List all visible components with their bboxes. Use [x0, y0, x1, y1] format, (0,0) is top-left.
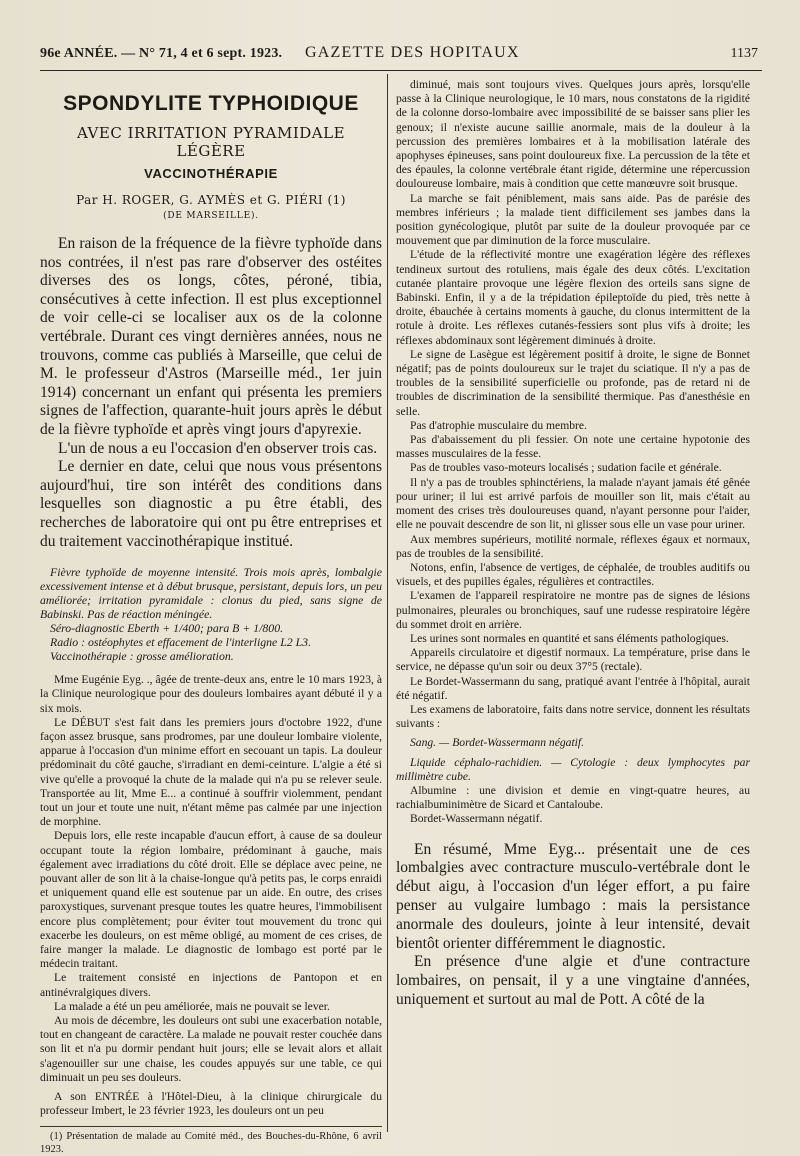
lab-result: Sang. — Bordet-Wassermann négatif.: [410, 736, 585, 750]
body-paragraph: Le DÉBUT s'est fait dans les premiers jours d'octobre 1922, d'une façon assez brusque, sans prodromes, par une douleur lombaire violente, apparue à l'occasion d'un minime effort en secouant un tapis. La douleur prédominait du côté gauche, s'irradiant en demi-ceinture. L'algie a été si vive qu'elle a provoqué la chute de la malade qui n'a pu se relever seule. Transportée au lit, Mme E... a continué à souffrir violemment, pendant tout un jour et toute une nuit, n'étant même pas calmée par une injection de morphine.: [40, 715, 382, 829]
page-number: 1137: [730, 46, 758, 61]
body-paragraph: Pas d'atrophie musculaire du membre.: [410, 418, 587, 432]
footnote: (1) Présentation de malade au Comité méd., des Bouches-du-Rhône, 6 avril 1923.: [40, 1131, 382, 1155]
body-paragraph: diminué, mais sont toujours vives. Quelques jours après, lorsqu'elle passe à la Clinique neurologique, le 10 mars, nous constatons de la rigidité de la colonne dorso-lombaire avec impossibilité de se baisser sans plier les genoux; il n'existe aucune saillie anormale, mais de la douleur à la percussion des premières lombaires et à la mobilisation latérale des apophyses épineuses, sans point douloureux fixe. La percussion de la tête et des épaules, la colonne vertébrale étant rigide, détermine une répercussion douloureuse lombaire, mais à condition que cette manœuvre soit brusque.: [396, 78, 750, 191]
body-paragraph: Il n'y a pas de troubles sphinctériens, la malade n'ayant jamais été gênée pour uriner; il lui est arrivé parfois de mouiller son lit, mais c'était au moment des crises très douloureuses quand, n'ayant personne pour l'aider, elle ne pouvait descendre de son lit, ni glisser sous elle un vase pour uriner.: [396, 475, 750, 532]
body-paragraph: Appareils circulatoire et digestif normaux. La température, prise dans le service, ne dépasse qu'un soir ou deux 37°5 (rectale).: [396, 646, 750, 674]
body-paragraph: Depuis lors, elle reste incapable d'aucun effort, à cause de sa douleur occupant toute la région lombaire, prédominant à gauche, mais également avec irradiations du côté droit. Elle se déplace avec peine, ne pouvant aller de son lit à la chaise-longue qu'à petits pas, le corps enraidi et uniquement quand elle est soutenue par un aide. En outre, des crises paroxystiques, survenant presque toutes les quatre heures, l'immobilisent encore plus complètement; pour éviter tout mouvement du tronc qui exacerbe les douleurs, on est même obligé, au moment de ces crises, de faire manger la malade. Le diagnostic de lombago est porté par le médecin traitant.: [40, 829, 382, 971]
lab-result: Albumine : une division et demie en vingt-quatre heures, au rachialbuminimètre de Sicard et Cantaloube.: [396, 783, 750, 812]
left-column: [40, 78, 382, 1156]
body-paragraph: Pas de troubles vaso-moteurs localisés ; sudation facile et générale.: [410, 461, 722, 475]
body-paragraph: Les urines sont normales en quantité et sans éléments pathologiques.: [410, 631, 729, 645]
summary-line: Vaccinothérapie : grosse amélioration.: [50, 649, 234, 664]
article-subtitle: AVEC IRRITATION PYRAMIDALE LÉGÈRE: [76, 124, 346, 160]
authors: Par H. ROGER, G. AYMÈS et G. PIÉRI (1): [76, 193, 346, 207]
conclusion-paragraph: En résumé, Mme Eyg... présentait une de ces lombalgies avec contracture musculo-vertébrale dont le début aigu, à l'occasion d'un léger effort, a pu faire penser au vulgaire lumbago : mais la persistance anormale des douleurs, jointe à leur intensité, devait bientôt orienter différemment le diagnostic.: [396, 840, 750, 952]
body-paragraph: Notons, enfin, l'absence de vertiges, de céphalée, de troubles auditifs ou visuels, et des pupilles égales, régulières et contractiles.: [396, 560, 750, 589]
intro-paragraph: Le dernier en date, celui que nous vous présentons aujourd'hui, tire son intérêt des conditions dans lesquelles son diagnostic a pu être établi, des recherches de laboratoire qui ont pu être entreprises et du traitement vaccinothérapique institué.: [40, 458, 382, 550]
body-paragraph: Le Bordet-Wassermann du sang, pratiqué avant l'entrée à l'hôpital, aurait été négatif.: [396, 674, 750, 702]
header-rule: [40, 70, 762, 71]
body-paragraph: Les examens de laboratoire, faits dans notre service, donnent les résultats suivants :: [396, 702, 750, 731]
footnote-rule: [40, 1126, 382, 1127]
running-head: [40, 42, 760, 68]
body-paragraph: La marche se fait péniblement, mais sans aide. Pas de parésie des membres inférieurs ; la malade tient difficilement ses jambes dans la position gynécologique, plutôt par suite de la douleur provoquée par ce mouvement que par diminution de la force musculaire.: [396, 191, 750, 248]
summary-line: Fièvre typhoïde de moyenne intensité. Trois mois après, lombalgie excessivement intense et à début brusque, persistant, depuis lors, un peu améliorée; irritation pyramidale : clonus du pied, sans signe de Babinski. Pas de réaction méningée.: [40, 565, 382, 622]
body-paragraph: A son ENTRÉE à l'Hôtel-Dieu, à la clinique chirurgicale du professeur Imbert, le 23 février 1923, les douleurs ont un peu: [40, 1089, 382, 1118]
summary-line: Radio : ostéophytes et effacement de l'interligne L2 L3.: [50, 635, 312, 650]
body-paragraph: Pas d'abaissement du pli fessier. On note une certaine hypotonie des masses musculaires de la fesse.: [396, 433, 750, 461]
lab-result: Liquide céphalo-rachidien. — Cytologie : deux lymphocytes par millimètre cube.: [396, 755, 750, 783]
lab-result: Bordet-Wassermann négatif.: [410, 812, 543, 826]
intro-paragraph: L'un de nous a eu l'occasion d'en observer trois cas.: [58, 439, 378, 457]
article-title: SPONDYLITE TYPHOIDIQUE: [63, 92, 359, 115]
body-paragraph: La malade a été un peu améliorée, mais ne pouvait se lever.: [54, 999, 330, 1013]
body-paragraph: L'étude de la réflectivité montre une exagération légère des réflexes tendineux surtout des rotuliens, mais égale des deux côtés. L'excitation cutanée plantaire provoque une légère flexion des orteils sans signe de Babinski. Enfin, il y a de la trépidation épileptoïde du pied, très nette à droite, ébauchée à certains moments à gauche, du clonus intermittent de la rotule à droite. Les réflexes cutanés-fessiers sont plus vifs à droite; les réflexes abdominaux sont légèrement diminués à droite.: [396, 248, 750, 347]
affiliation: (DE MARSEILLE).: [163, 211, 259, 221]
body-paragraph: L'examen de l'appareil respiratoire ne montre pas de signes de lésions pulmonaires, pleurales ou bronchiques, sauf une rudesse respiratoire légère du sommet droit en arrière.: [396, 589, 750, 631]
summary-line: Séro-diagnostic Eberth + 1/400; para B + 1/800.: [50, 621, 284, 636]
article-subtitle-2: VACCINOTHÉRAPIE: [144, 166, 278, 181]
right-column: [396, 78, 750, 1010]
body-paragraph: Au mois de décembre, les douleurs ont subi une exacerbation notable, tout en changeant de caractère. La malade ne pouvait rester couchée dans son lit et n'a pu dormir pendant huit jours; elle se levait alors et allait s'agenouiller sur une chaise, les coudes appuyés sur une table, ce qui diminuait un peu ses douleurs.: [40, 1013, 382, 1084]
body-paragraph: Aux membres supérieurs, motilité normale, réflexes égaux et normaux, pas de troubles de la sensibilité.: [396, 532, 750, 560]
case-summary: [40, 565, 382, 663]
conclusion-paragraph: En présence d'une algie et d'une contracture lombaires, on pensait, il y a une vingtaine d'années, uniquement et surtout au mal de Pott. A côté de la: [396, 953, 750, 1008]
issue-info: 96e ANNÉE. — N° 71, 4 et 6 sept. 1923.: [40, 46, 283, 61]
body-paragraph: Le traitement consisté en injections de Pantopon et en antinévralgiques divers.: [40, 971, 382, 999]
body-paragraph: Le signe de Lasègue est légèrement positif à droite, le signe de Bonnet négatif; pas de points douloureux sur le trajet du sciatique. Il n'y a pas de troubles de la sensibilité superficielle ou profonde, pas de retard ni de troubles de discrimination de la sensibilité thermique. Pas d'anesthésie en selle.: [396, 347, 750, 418]
journal-title: GAZETTE DES HOPITAUX: [305, 44, 520, 61]
body-paragraph: Mme Eugénie Eyg. ., âgée de trente-deux ans, entre le 10 mars 1923, à la Clinique neurologique pour des douleurs lombaires ayant débuté il y a six mois.: [40, 673, 382, 715]
column-rule: [387, 74, 388, 1132]
intro-paragraph: En raison de la fréquence de la fièvre typhoïde dans nos contrées, il n'est pas rare d'observer des ostéites diverses des os longs, côtes, péroné, tibia, consécutives à cette infection. Il est plus exceptionnel de voir celle-ci se localiser aux os de la colonne vertébrale. Durant ces vingt dernières années, nous ne trouvons, comme cas publiés à Marseille, que celui de M. le professeur d'Astros (Marseille méd., 1er juin 1914) concernant un enfant qui présenta les premiers signes de l'affection, quarante-huit jours après le début de la fièvre typhoïde et après vingt jours d'apyrexie.: [40, 235, 382, 438]
